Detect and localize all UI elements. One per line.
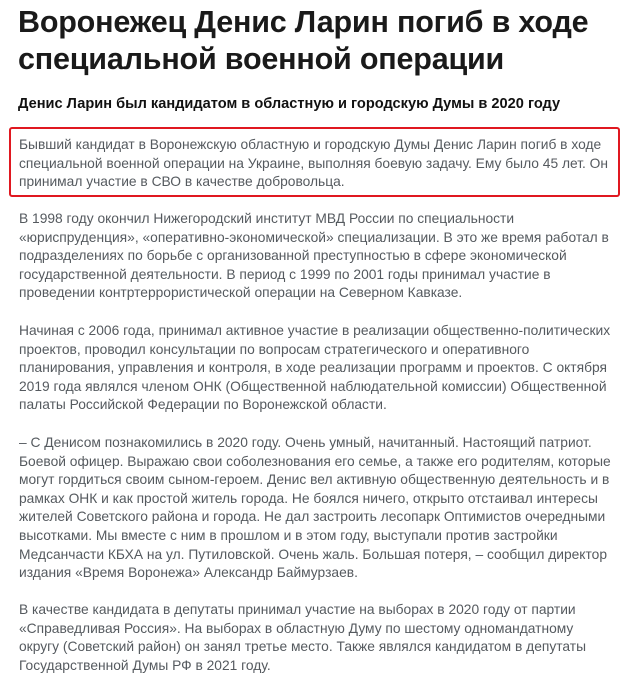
article-subtitle: Денис Ларин был кандидатом в областную и городскую Думы в 2020 году: [18, 96, 561, 112]
article-paragraph: В 1998 году окончил Нижегородский институт МВД России по специальности «юриспруденция», «оперативно-экономической» специализации. В это же время работал в подразделениях по борьбе с организованной преступностью в сфере экономической государственной деятельности. В период с 1999 по 2001 годы принимал участие в проведении контртеррористической операции на Северном Кавказе.: [19, 211, 609, 301]
article-paragraph: – С Денисом познакомились в 2020 году. Очень умный, начитанный. Настоящий патриот. Боевой офицер. Выражаю свои соболезнования его семье, а также его родителям, которые могут гордиться своим сыном-героем. Денис вел активную общественную деятельность и в рамках ОНК и как простой житель города. Не боялся ничего, открыто отстаивал интересы жителей Советского района и города. Не дал застроить лесопарк Оптимистов очередными высотками. Мы вместе с ним в прошлом и в этом году, выступали против застройки Медсанчасти КБХА на ул. Путиловской. Очень жаль. Большая потеря, – сообщил директор издания «Время Воронежа» Александр Баймурзаев.: [19, 435, 611, 581]
article-paragraph: Начиная с 2006 года, принимал активное участие в реализации общественно-политических проектов, проводил консультации по вопросам стратегического и оперативного планирования, управления и контроля, в ходе реализации программ и проектов. С октября 2019 года являлся членом ОНК (Общественной наблюдательной комиссии) Общественной палаты Российской Федерации по Воронежской области.: [19, 323, 611, 413]
article-lead: Бывший кандидат в Воронежскую областную и городскую Думы Денис Ларин погиб в ходе специальной военной операции на Украине, выполняя боевую задачу. Ему было 45 лет. Он принимал участие в СВО в качестве добровольца.: [19, 137, 609, 190]
article-paragraph: В качестве кандидата в депутаты принимал участие на выборах в 2020 году от партии «Справедливая Россия». На выборах в областную Думу по шестому одномандатному округу (Советский район) он занял третье место. Также являлся кандидатом в депутаты Государственной Думы РФ в 2021 году.: [19, 602, 587, 673]
article-headline: Воронежец Денис Ларин погиб в ходе специальной военной операции: [18, 5, 589, 76]
